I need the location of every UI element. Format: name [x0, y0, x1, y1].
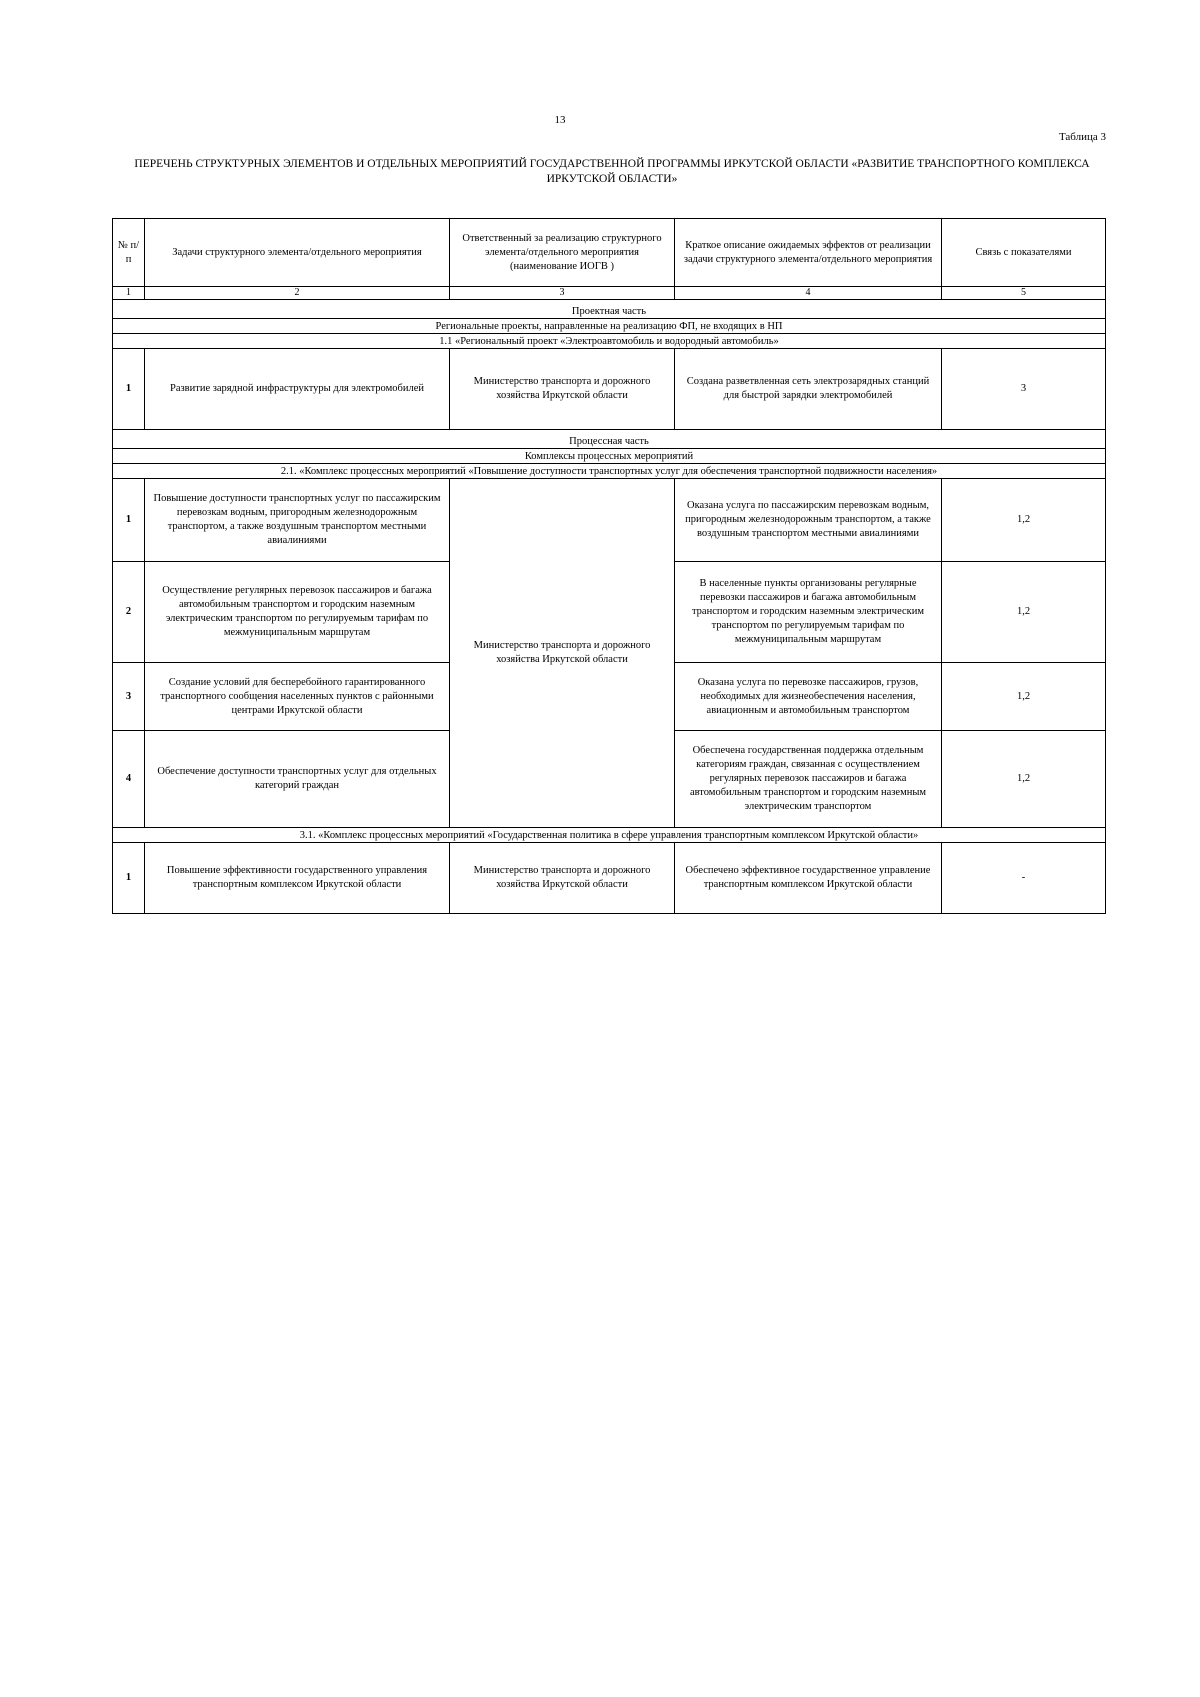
row-task: Развитие зарядной инфраструктуры для электромобилей — [145, 349, 450, 430]
column-number: 4 — [675, 287, 942, 300]
row-task: Обеспечение доступности транспортных услуг для отдельных категорий граждан — [145, 731, 450, 828]
row-responsible: Министерство транспорта и дорожного хозяйства Иркутской области — [450, 843, 675, 914]
header-task: Задачи структурного элемента/отдельного мероприятия — [145, 219, 450, 287]
row-number: 1 — [113, 843, 145, 914]
header-responsible: Ответственный за реализацию структурного элемента/отдельного мероприятия (наименование ИОГВ ) — [450, 219, 675, 287]
section-process-part: Процессная часть — [113, 430, 1106, 449]
row-responsible-merged: Министерство транспорта и дорожного хозяйства Иркутской области — [450, 479, 675, 828]
table-row — [113, 349, 1106, 430]
row-effect: Обеспечено эффективное государственное управление транспортным комплексом Иркутской области — [675, 843, 942, 914]
section-process-complexes: Комплексы процессных мероприятий — [113, 449, 1106, 464]
row-indicators: 1,2 — [942, 731, 1106, 828]
row-number: 2 — [113, 562, 145, 663]
table-header-row — [113, 219, 1106, 287]
structural-elements-table — [112, 218, 1106, 914]
column-number: 1 — [113, 287, 145, 300]
row-task: Повышение эффективности государственного управления транспортным комплексом Иркутской области — [145, 843, 450, 914]
row-effect: Оказана услуга по пассажирским перевозкам водным, пригородным железнодорожным транспортом, а также воздушным транспортом местными авиалиниями — [675, 479, 942, 562]
table-label: Таблица 3 — [1058, 131, 1106, 143]
table-row — [113, 479, 1106, 562]
row-indicators: 3 — [942, 349, 1106, 430]
column-numbers-row — [113, 287, 1106, 300]
section-complex-2-1: 2.1. «Комплекс процессных мероприятий «Повышение доступности транспортных услуг для обеспечения транспортной подвижности населения» — [113, 464, 1106, 479]
column-number: 5 — [942, 287, 1106, 300]
row-number: 1 — [113, 349, 145, 430]
header-num: № п/п — [113, 219, 145, 287]
table-row — [113, 843, 1106, 914]
row-number: 1 — [113, 479, 145, 562]
row-indicators: 1,2 — [942, 663, 1106, 731]
row-task: Осуществление регулярных перевозок пассажиров и багажа автомобильным транспортом и городским наземным электрическим транспортом по регулируемым тарифам по межмуниципальным маршрутам — [145, 562, 450, 663]
row-indicators: 1,2 — [942, 562, 1106, 663]
column-number: 2 — [145, 287, 450, 300]
row-indicators: 1,2 — [942, 479, 1106, 562]
section-project-part: Проектная часть — [113, 300, 1106, 319]
row-effect: Обеспечена государственная поддержка отдельным категориям граждан, связанная с осуществлением регулярных перевозок пассажиров и багажа автомобильным транспортом и городским наземным электрическим транспортом — [675, 731, 942, 828]
document-title: ПЕРЕЧЕНЬ СТРУКТУРНЫХ ЭЛЕМЕНТОВ И ОТДЕЛЬНЫХ МЕРОПРИЯТИЙ ГОСУДАРСТВЕННОЙ ПРОГРАММЫ ИРКУТСКОЙ ОБЛАСТИ «РАЗВИТИЕ ТРАНСПОРТНОГО КОМПЛЕКСА ИРКУТСКОЙ ОБЛАСТИ» — [134, 158, 1090, 185]
row-effect: Создана разветвленная сеть электрозарядных станций для быстрой зарядки электромобилей — [675, 349, 942, 430]
row-number: 3 — [113, 663, 145, 731]
row-number: 4 — [113, 731, 145, 828]
header-effect: Краткое описание ожидаемых эффектов от реализации задачи структурного элемента/отдельного мероприятия — [675, 219, 942, 287]
column-number: 3 — [450, 287, 675, 300]
row-task: Создание условий для бесперебойного гарантированного транспортного сообщения населенных пунктов с районными центрами Иркутской области — [145, 663, 450, 731]
section-regional-projects: Региональные проекты, направленные на реализацию ФП, не входящих в НП — [113, 319, 1106, 334]
row-effect: В населенные пункты организованы регулярные перевозки пассажиров и багажа автомобильным транспортом и городским наземным электрическим транспортом по регулируемым тарифам по межмуниципальным маршрутам — [675, 562, 942, 663]
row-task: Повышение доступности транспортных услуг по пассажирским перевозкам водным, пригородным железнодорожным транспортом, а также воздушным транспортом местными авиалиниями — [145, 479, 450, 562]
row-effect: Оказана услуга по перевозке пассажиров, грузов, необходимых для жизнеобеспечения населения, авиационным и автомобильным транспортом — [675, 663, 942, 731]
header-indicators: Связь с показателями — [942, 219, 1106, 287]
row-responsible: Министерство транспорта и дорожного хозяйства Иркутской области — [450, 349, 675, 430]
page-number: 13 — [554, 114, 566, 126]
row-indicators: - — [942, 843, 1106, 914]
section-complex-3-1: 3.1. «Комплекс процессных мероприятий «Государственная политика в сфере управления транспортным комплексом Иркутской области» — [113, 828, 1106, 843]
section-project-1-1: 1.1 «Региональный проект «Электроавтомобиль и водородный автомобиль» — [113, 334, 1106, 349]
